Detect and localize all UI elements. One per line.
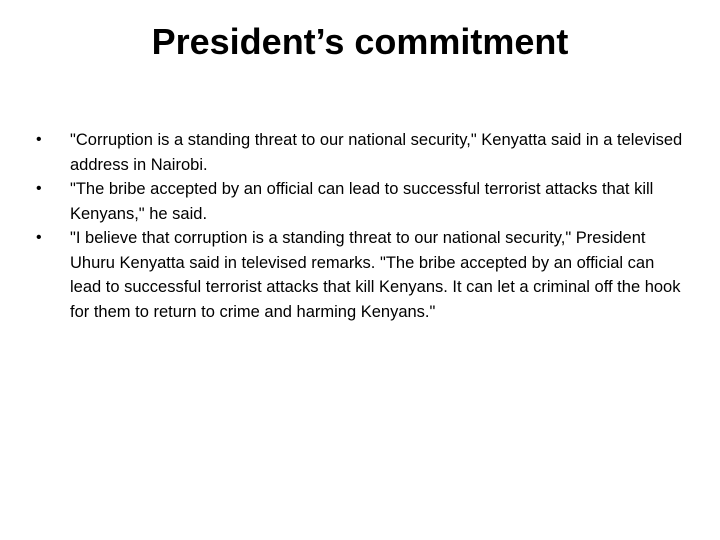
bullet-text: "The bribe accepted by an official can lead to successful terrorist attacks that kill Kenyans," he said. <box>70 180 654 223</box>
bullet-icon: • <box>36 180 42 197</box>
bullet-icon: • <box>36 131 42 148</box>
bullet-text: "Corruption is a standing threat to our national security," Kenyatta said in a televised address in Nairobi. <box>70 131 683 174</box>
bullet-item <box>36 226 686 324</box>
slide-title: President’s commitment <box>151 21 569 62</box>
bullet-icon: • <box>36 229 42 246</box>
bullet-item <box>36 177 686 226</box>
bullet-item <box>36 128 686 177</box>
bullet-text: "I believe that corruption is a standing threat to our national security," President Uhuru Kenyatta said in televised remarks. "The bribe accepted by an official can lead to successful terrorist attacks that kill Kenyans. It can let a criminal off the hook for them to return to crime and harming Kenyans." <box>70 229 681 321</box>
bullet-list <box>36 128 686 324</box>
